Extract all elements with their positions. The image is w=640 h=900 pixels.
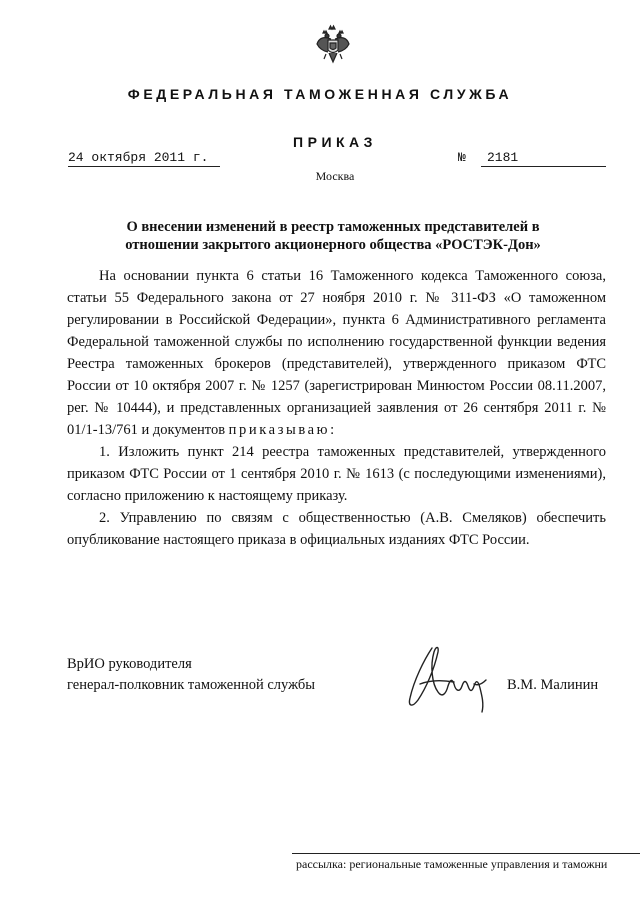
order-directive: приказываю: (228, 422, 337, 438)
signatory-position (67, 654, 315, 696)
handwritten-signature-icon (402, 640, 498, 718)
agency-name: ФЕДЕРАЛЬНАЯ ТАМОЖЕННАЯ СЛУЖБА (127, 86, 513, 102)
russian-coat-of-arms-icon (316, 24, 350, 64)
preamble-paragraph (67, 265, 606, 441)
order-number: 2181 (481, 150, 606, 167)
distribution-list: рассылка: региональные таможенные управления и таможни (296, 857, 608, 871)
signatory-position-line-1: ВрИО руководителя (67, 656, 192, 672)
order-item-2: 2. Управлению по связям с общественностью (А.В. Смеляков) обеспечить опубликование настоящего приказа в официальных изданиях ФТС России. (67, 510, 606, 548)
order-item-1: 1. Изложить пункт 214 реестра таможенных представителей, утвержденного приказом ФТС России от 1 сентября 2010 г. № 1613 (с последующими изменениями), согласно приложению к настоящему приказу. (67, 444, 606, 504)
document-type: ПРИКАЗ (293, 134, 377, 150)
city: Москва (315, 169, 355, 183)
number-sign: № (458, 150, 466, 165)
preamble-text: На основании пункта 6 статьи 16 Таможенного кодекса Таможенного союза, статьи 55 Федерального закона от 27 ноября 2010 г. № 311-ФЗ «О таможенном регулировании в Российской Федерации», пункта 6 Административного регламента Федеральной таможенной службы по исполнению государственной функции ведения Реестра таможенных брокеров (представителей), утвержденного приказом ФТС России от 10 октября 2007 г. № 1257 (зарегистрирован Минюстом России 08.11.2007, рег. № 10444), и представленных организацией заявления от 26 сентября 2011 г. № 01/1-13/761 и документов (67, 268, 606, 438)
signatory-name: В.М. Малинин (507, 677, 599, 693)
distribution-divider (292, 853, 640, 854)
order-date: 24 октября 2011 г. (68, 150, 220, 167)
signatory-position-line-2: генерал-полковник таможенной службы (67, 677, 316, 693)
order-title (80, 218, 586, 254)
order-title-line-2: отношении закрытого акционерного общества «РОСТЭК-Дон» (125, 237, 541, 253)
order-title-line-1: О внесении изменений в реестр таможенных представителей в (126, 219, 540, 235)
order-body (67, 265, 606, 551)
